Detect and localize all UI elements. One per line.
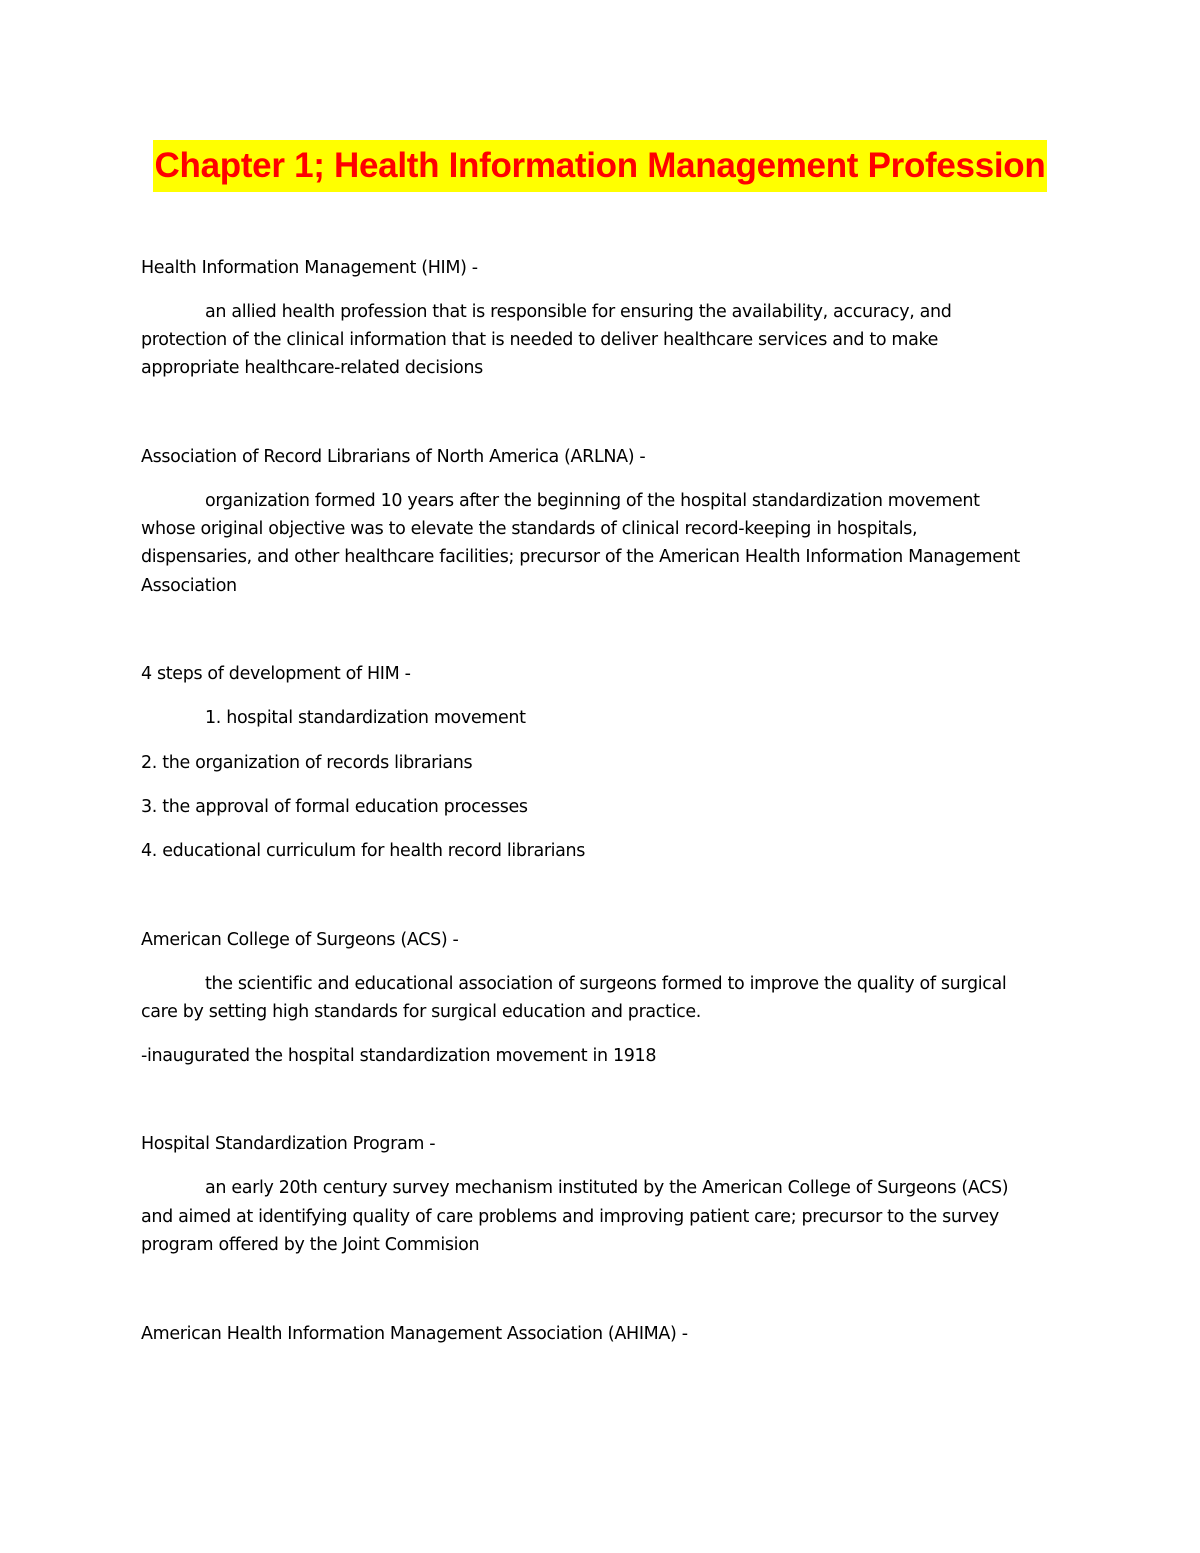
list-item: 1. hospital standardization movement <box>205 708 526 728</box>
term-arlna: Association of Record Librarians of North America (ARLNA) - <box>141 447 646 467</box>
definition-line: and aimed at identifying quality of care problems and improving patient care; precursor to the survey <box>141 1207 999 1227</box>
definition-line: an allied health profession that is responsible for ensuring the availability, accuracy, and <box>205 302 952 322</box>
definition-line: the scientific and educational association of surgeons formed to improve the quality of surgical <box>205 974 1007 994</box>
definition-line: protection of the clinical information that is needed to deliver healthcare services and to make <box>141 330 939 350</box>
page-title: Chapter 1; Health Information Management Profession <box>153 140 1048 192</box>
term-four-steps: 4 steps of development of HIM - <box>141 664 411 684</box>
definition-line: care by setting high standards for surgical education and practice. <box>141 1002 701 1022</box>
term-acs: American College of Surgeons (ACS) - <box>141 930 459 950</box>
definition-line: Association <box>141 576 237 596</box>
term-him: Health Information Management (HIM) - <box>141 258 478 278</box>
definition-line: whose original objective was to elevate the standards of clinical record-keeping in hospitals, <box>141 519 918 539</box>
list-item: 4. educational curriculum for health record librarians <box>141 841 586 861</box>
definition-line: an early 20th century survey mechanism instituted by the American College of Surgeons (ACS) <box>205 1178 1009 1198</box>
title-container <box>0 140 1200 192</box>
term-hospital-standardization-program: Hospital Standardization Program - <box>141 1134 436 1154</box>
definition-line: dispensaries, and other healthcare facilities; precursor of the American Health Information Management <box>141 547 1020 567</box>
list-item: 3. the approval of formal education processes <box>141 797 528 817</box>
definition-line: appropriate healthcare-related decisions <box>141 358 483 378</box>
term-ahima: American Health Information Management Association (AHIMA) - <box>141 1324 688 1344</box>
definition-line: -inaugurated the hospital standardization movement in 1918 <box>141 1046 657 1066</box>
definition-line: program offered by the Joint Commision <box>141 1235 480 1255</box>
list-item: 2. the organization of records librarians <box>141 753 473 773</box>
definition-line: organization formed 10 years after the beginning of the hospital standardization movement <box>205 491 980 511</box>
